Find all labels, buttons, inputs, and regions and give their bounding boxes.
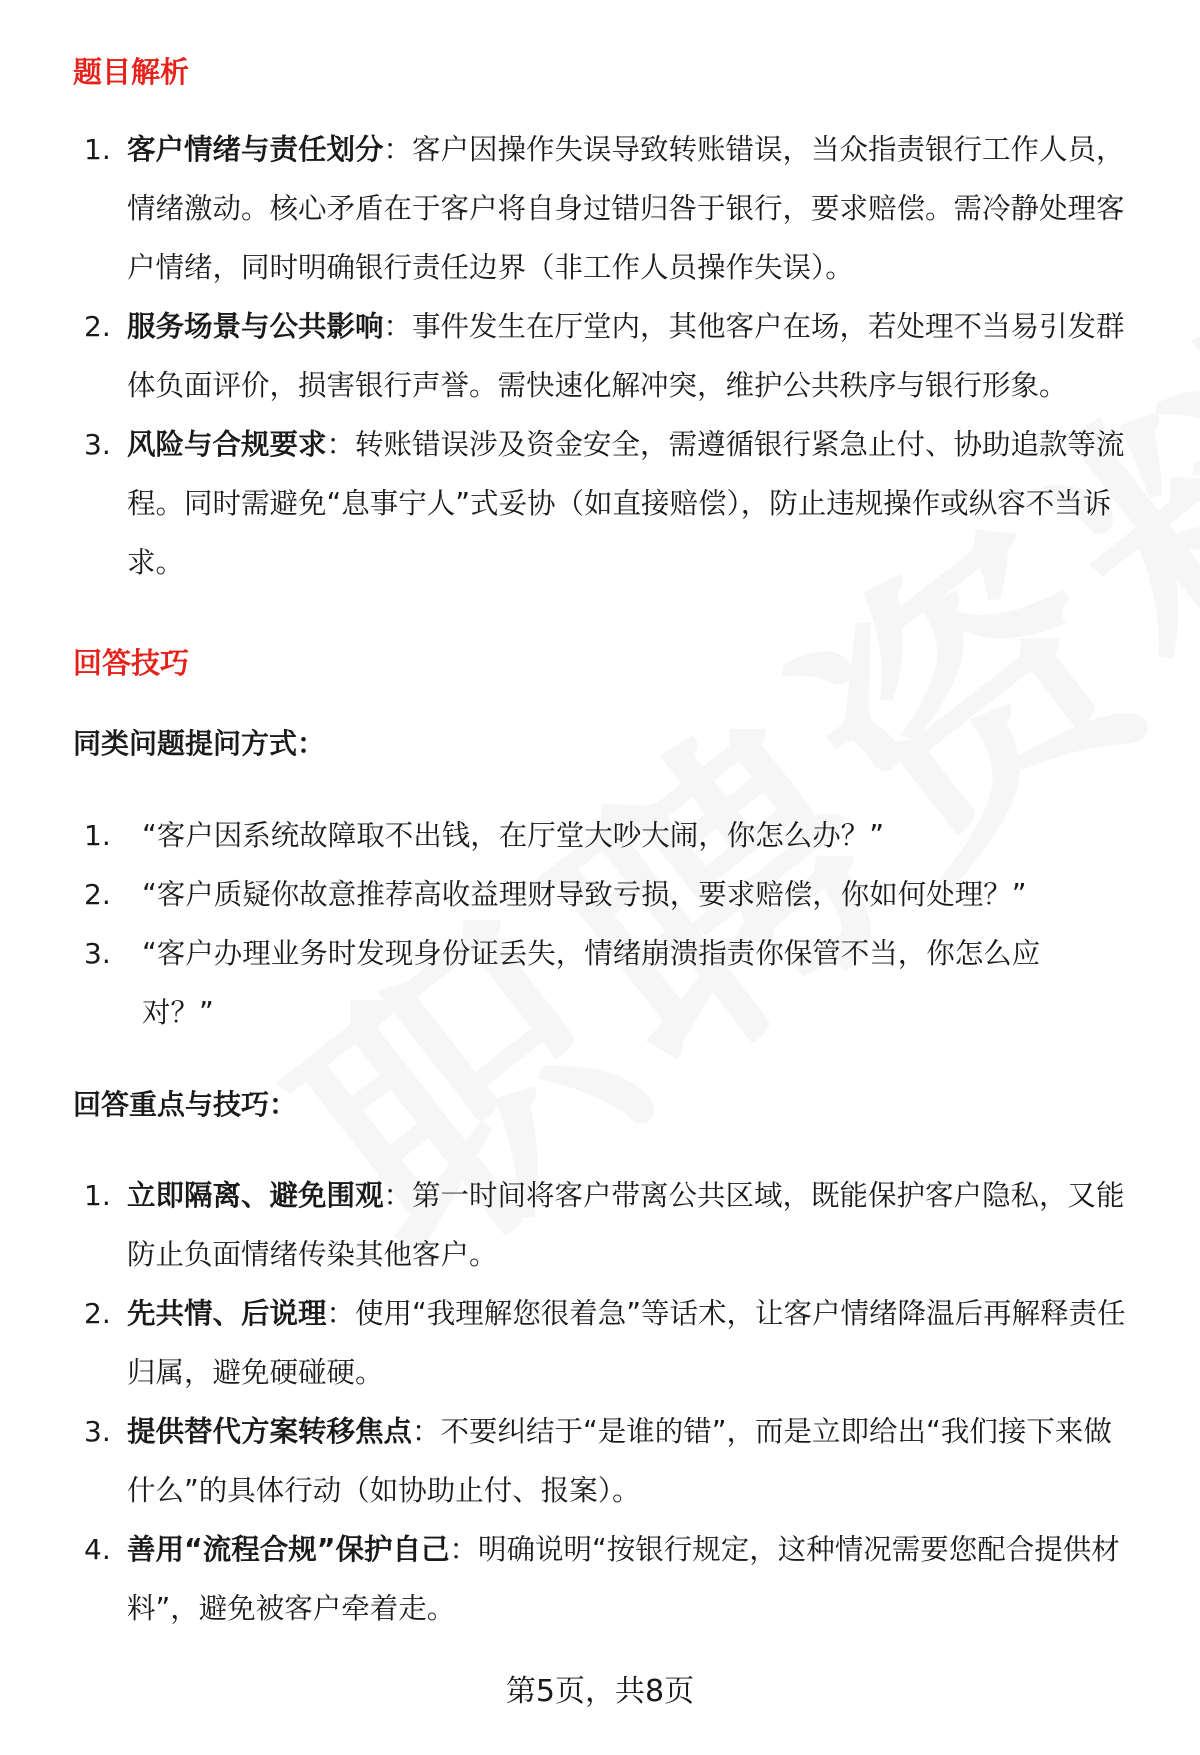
list-item: 4. 善用“流程合规”保护自己：明确说明“按银行规定，这种情况需要您配合提供材料”，避免被客户牵着走。 [0, 1520, 1200, 1638]
item-bold-label: 先共情、后说理 [127, 1297, 327, 1330]
list-item: 2. 服务场景与公共影响：事件发生在厅堂内，其他客户在场，若处理不当易引发群体负面评价，损害银行声誉。需快速化解冲突，维护公共秩序与银行形象。 [0, 297, 1200, 415]
item-text: “客户质疑你故意推荐高收益理财导致亏损，要求赔偿，你如何处理？” [142, 878, 1027, 911]
item-text: 使用“我理解您很着急”等话术，让客户情绪降温后再解释责任归属，避免硬碰硬。 [127, 1297, 1126, 1389]
list-item [0, 924, 1200, 1042]
analysis-list [0, 120, 1200, 592]
list-item: 2. 先共情、后说理：使用“我理解您很着急”等话术，让客户情绪降温后再解释责任归属，避免硬碰硬。 [0, 1284, 1200, 1402]
list-number: 2. [84, 1297, 111, 1330]
item-text: 第一时间将客户带离公共区域，既能保护客户隐私，又能防止负面情绪传染其他客户。 [127, 1179, 1125, 1271]
item-bold-label: 服务场景与公共影响 [127, 310, 384, 343]
list-number: 2. [84, 310, 111, 343]
item-text: 转账错误涉及资金安全，需遵循银行紧急止付、协助追款等流程。同时需避免“息事宁人”式妥协（如直接赔偿），防止违规操作或纵容不当诉求。 [127, 428, 1125, 579]
list-item [0, 865, 1200, 924]
similar-questions-title: 同类问题提问方式： [73, 727, 326, 760]
item-bold-label: 客户情绪与责任划分 [127, 133, 384, 166]
list-number: 2. [84, 878, 111, 911]
list-number: 3. [84, 1415, 111, 1448]
list-item: 3. 风险与合规要求：转账错误涉及资金安全，需遵循银行紧急止付、协助追款等流程。同时需避免“息事宁人”式妥协（如直接赔偿），防止违规操作或纵容不当诉求。 [0, 415, 1200, 592]
item-text: 客户因操作失误导致转账错误，当众指责银行工作人员，情绪激动。核心矛盾在于客户将自身过错归咎于银行，要求赔偿。需冷静处理客户情绪，同时明确银行责任边界（非工作人员操作失误）。 [127, 133, 1125, 284]
item-bold-label: 风险与合规要求 [127, 428, 327, 461]
item-text: 事件发生在厅堂内，其他客户在场，若处理不当易引发群体负面评价，损害银行声誉。需快速化解冲突，维护公共秩序与银行形象。 [127, 310, 1125, 402]
item-text: “客户办理业务时发现身份证丢失，情绪崩溃指责你保管不当，你怎么应对？” [142, 937, 1041, 1029]
item-bold-label: 善用“流程合规”保护自己 [127, 1533, 450, 1566]
item-text: 明确说明“按银行规定，这种情况需要您配合提供材料”，避免被客户牵着走。 [127, 1533, 1120, 1625]
list-number: 1. [84, 1179, 111, 1212]
list-item: 1. 客户情绪与责任划分：客户因操作失误导致转账错误，当众指责银行工作人员，情绪激动。核心矛盾在于客户将自身过错归咎于银行，要求赔偿。需冷静处理客户情绪，同时明确银行责任边界（非工作人员操作失误）。 [0, 120, 1200, 297]
tips-list [0, 1166, 1200, 1638]
list-number: 3. [84, 937, 111, 970]
item-bold-label: 提供替代方案转移焦点 [127, 1415, 413, 1448]
list-item: 1. 立即隔离、避免围观：第一时间将客户带离公共区域，既能保护客户隐私，又能防止负面情绪传染其他客户。 [0, 1166, 1200, 1284]
item-bold-label: 立即隔离、避免围观 [127, 1179, 384, 1212]
list-number: 3. [84, 428, 111, 461]
list-item: 3. 提供替代方案转移焦点：不要纠结于“是谁的错”，而是立即给出“我们接下来做什么”的具体行动（如协助止付、报案）。 [0, 1402, 1200, 1520]
page-number: 第5页，共8页 [505, 1674, 695, 1709]
section-title-tips: 回答技巧 [73, 646, 190, 680]
tips-title: 回答重点与技巧： [73, 1088, 298, 1121]
list-item [0, 806, 1200, 865]
list-number: 1. [84, 819, 111, 852]
item-text: 不要纠结于“是谁的错”，而是立即给出“我们接下来做什么”的具体行动（如协助止付、报案）。 [127, 1415, 1112, 1507]
item-text: “客户因系统故障取不出钱，在厅堂大吵大闹，你怎么办？” [142, 819, 885, 852]
similar-questions-list [0, 806, 1200, 1042]
section-title-analysis: 题目解析 [73, 55, 190, 89]
list-number: 1. [84, 133, 111, 166]
list-number: 4. [84, 1533, 111, 1566]
